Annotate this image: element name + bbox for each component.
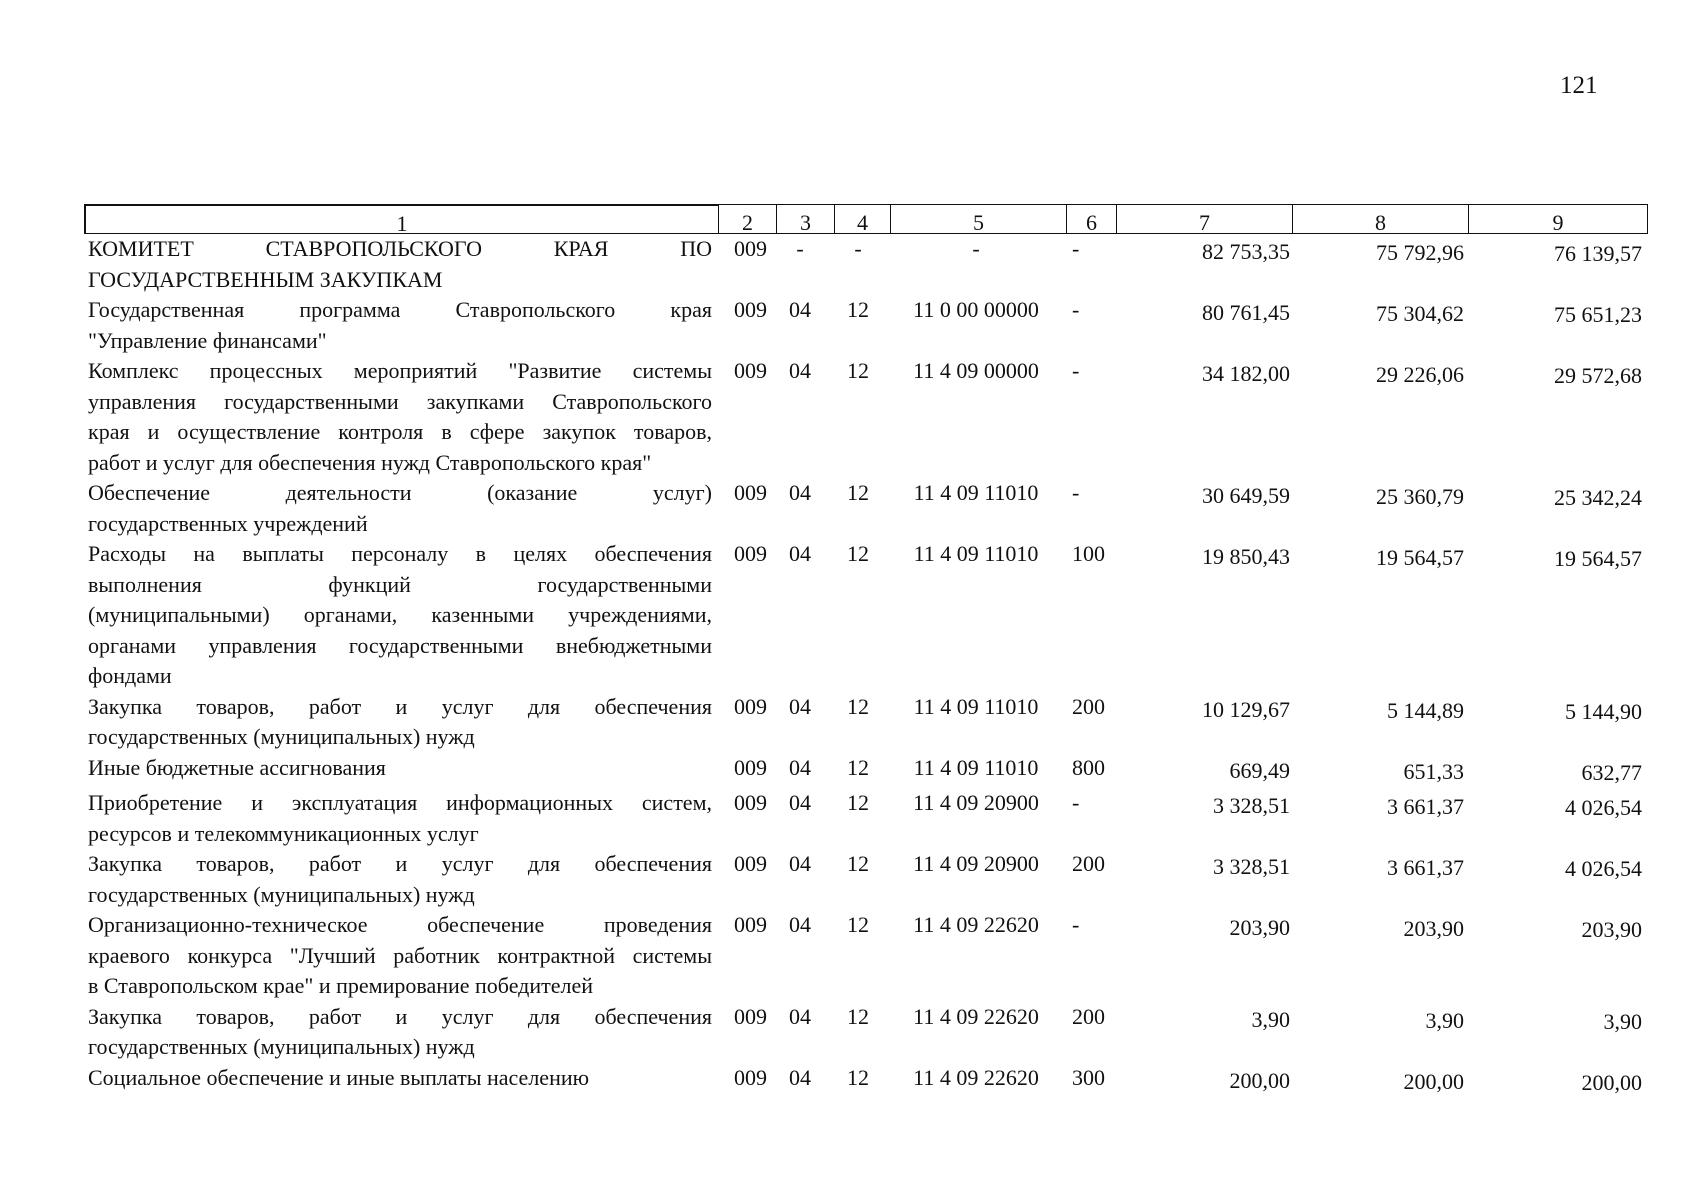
row-name (88, 910, 712, 1002)
header-col-1: 1 (84, 204, 718, 234)
cell-c5: 11 4 09 11010 (913, 541, 1039, 566)
cell-c6: 200 (1072, 693, 1105, 719)
cell-c6: 200 (1072, 1003, 1105, 1029)
cell-c2: 009 (734, 358, 767, 383)
cell-c2: 009 (734, 297, 767, 322)
cell-c2: 009 (734, 236, 767, 261)
row-name-line: государственных (муниципальных) нужд (88, 881, 475, 907)
table-row (88, 849, 1642, 910)
row-name-line: ГОСУДАРСТВЕННЫМ ЗАКУПКАМ (88, 266, 443, 292)
cell-c9: 25 342,24 (1554, 485, 1642, 510)
cell-c8: 3 661,37 (1387, 855, 1464, 880)
cell-c4: 12 (847, 912, 869, 937)
row-name-line: края и осуществление контроля в сфере закупок товаров, (88, 419, 712, 444)
cell-c4: 12 (847, 1003, 869, 1029)
cell-c2: 009 (734, 912, 767, 937)
cell-c5: 11 4 09 22620 (913, 1064, 1039, 1090)
table-row (88, 1002, 1642, 1063)
cell-c5: 11 4 09 11010 (913, 480, 1039, 505)
row-name-line: краевого конкурса "Лучший работник контрактной системы (88, 942, 712, 968)
row-name-line: работ и услуг для обеспечения нужд Ставропольского края" (88, 449, 652, 475)
row-name-line: Закупка товаров, работ и услуг для обеспечения (88, 851, 712, 876)
row-name-line: Иные бюджетные ассигнования (88, 754, 386, 780)
cell-c9: 632,77 (1581, 759, 1642, 785)
cell-c3: 04 (789, 541, 811, 566)
row-name (88, 234, 712, 295)
cell-c4: 12 (847, 790, 869, 815)
cell-c9: 203,90 (1581, 917, 1642, 942)
header-col-2: 2 (718, 204, 776, 234)
cell-c5: 11 0 00 00000 (913, 297, 1039, 322)
header-col-4: 4 (834, 204, 890, 234)
cell-c6: - (1072, 790, 1080, 815)
table-row (88, 788, 1642, 849)
cell-c2: 009 (734, 541, 767, 566)
cell-c9: 3,90 (1603, 1008, 1642, 1034)
cell-c3: 04 (789, 693, 811, 719)
row-name-line: органами управления государственными внебюджетными (88, 632, 712, 658)
row-name-line: Обеспечение деятельности (оказание услуг) (88, 480, 712, 505)
table-row (88, 692, 1642, 753)
cell-c4: 12 (847, 851, 869, 876)
cell-c6: 300 (1072, 1064, 1105, 1090)
cell-c6: - (1072, 358, 1080, 383)
row-name-line: Приобретение и эксплуатация информационных систем, (88, 790, 712, 815)
cell-c4: 12 (847, 754, 869, 780)
table-header (84, 204, 1648, 234)
cell-c7: 10 129,67 (1202, 696, 1290, 722)
cell-c4: 12 (847, 297, 869, 322)
row-name-line: Комплекс процессных мероприятий "Развитие системы (88, 358, 712, 383)
cell-c9: 4 026,54 (1565, 795, 1642, 820)
table-row (88, 478, 1642, 539)
cell-c3: 04 (789, 754, 811, 780)
cell-c9: 19 564,57 (1554, 546, 1642, 571)
cell-c8: 25 360,79 (1376, 484, 1464, 509)
row-name-line: Социальное обеспечение и иные выплаты населению (88, 1064, 590, 1090)
cell-c7: 3 328,51 (1213, 793, 1290, 818)
table-row (88, 910, 1642, 1002)
cell-c5: 11 4 09 00000 (913, 358, 1039, 383)
cell-c6: 200 (1072, 851, 1105, 876)
row-name-line: ресурсов и телекоммуникационных услуг (88, 820, 479, 846)
cell-c3: 04 (789, 1003, 811, 1029)
cell-c8: 75 304,62 (1376, 301, 1464, 326)
row-name-line: "Управление финансами" (88, 327, 327, 353)
cell-c3: 04 (789, 297, 811, 322)
row-name-line: Закупка товаров, работ и услуг для обеспечения (88, 693, 712, 719)
row-name-line: государственных учреждений (88, 510, 368, 536)
cell-c2: 009 (734, 790, 767, 815)
row-name-line: Государственная программа Ставропольского края (88, 297, 712, 322)
cell-c3: 04 (789, 912, 811, 937)
header-col-6: 6 (1066, 204, 1116, 234)
cell-c2: 009 (734, 1003, 767, 1029)
cell-c7: 3 328,51 (1213, 854, 1290, 879)
cell-c6: - (1072, 912, 1080, 937)
row-name-line: Закупка товаров, работ и услуг для обеспечения (88, 1003, 712, 1029)
cell-c6: - (1072, 480, 1080, 505)
cell-c5: 11 4 09 20900 (913, 851, 1039, 876)
row-name-line: Расходы на выплаты персоналу в целях обеспечения (88, 541, 712, 566)
cell-c7: 3,90 (1251, 1006, 1290, 1032)
cell-c6: 800 (1072, 754, 1105, 780)
cell-c7: 19 850,43 (1202, 544, 1290, 569)
cell-c8: 200,00 (1403, 1068, 1464, 1094)
row-name (88, 788, 712, 849)
cell-c4: - (854, 236, 862, 261)
table-row (88, 295, 1642, 356)
cell-c9: 5 144,90 (1565, 698, 1642, 724)
cell-c3: 04 (789, 1064, 811, 1090)
page-number: 121 (1560, 72, 1598, 99)
cell-c4: 12 (847, 480, 869, 505)
header-col-5: 5 (890, 204, 1066, 234)
cell-c7: 669,49 (1229, 757, 1290, 783)
table-row (88, 234, 1642, 295)
row-name-line: государственных (муниципальных) нужд (88, 1034, 475, 1059)
cell-c6: 100 (1072, 541, 1105, 566)
cell-c8: 75 792,96 (1376, 240, 1464, 265)
row-name (88, 478, 712, 539)
cell-c9: 200,00 (1581, 1069, 1642, 1095)
header-col-3: 3 (776, 204, 834, 234)
row-name-line: управления государственными закупками Ставропольского (88, 388, 712, 414)
row-name (88, 1002, 712, 1063)
row-name (88, 356, 712, 478)
cell-c2: 009 (734, 754, 767, 780)
cell-c9: 4 026,54 (1565, 856, 1642, 881)
cell-c4: 12 (847, 693, 869, 719)
row-name-line: КОМИТЕТ СТАВРОПОЛЬСКОГО КРАЯ ПО (88, 236, 712, 261)
cell-c8: 5 144,89 (1387, 697, 1464, 723)
table-row (88, 753, 1642, 789)
row-name (88, 295, 712, 356)
cell-c8: 203,90 (1403, 916, 1464, 941)
table-row (88, 539, 1642, 692)
cell-c5: 11 4 09 20900 (913, 790, 1039, 815)
table-body (88, 234, 1642, 1098)
cell-c5: - (972, 236, 980, 261)
row-name (88, 539, 712, 692)
cell-c3: 04 (789, 790, 811, 815)
cell-c2: 009 (734, 693, 767, 719)
table-row (88, 1063, 1642, 1099)
cell-c5: 11 4 09 11010 (913, 693, 1039, 719)
row-name (88, 849, 712, 910)
header-col-9: 9 (1468, 204, 1648, 234)
cell-c5: 11 4 09 22620 (913, 1003, 1039, 1029)
cell-c7: 30 649,59 (1202, 483, 1290, 508)
cell-c8: 3,90 (1425, 1007, 1464, 1033)
cell-c3: 04 (789, 851, 811, 876)
row-name (88, 1063, 712, 1099)
header-col-7: 7 (1116, 204, 1292, 234)
cell-c4: 12 (847, 358, 869, 383)
cell-c7: 200,00 (1229, 1067, 1290, 1093)
cell-c7: 34 182,00 (1202, 361, 1290, 386)
cell-c8: 29 226,06 (1376, 362, 1464, 387)
cell-c8: 19 564,57 (1376, 545, 1464, 570)
cell-c4: 12 (847, 541, 869, 566)
row-name-line: государственных (муниципальных) нужд (88, 724, 475, 749)
cell-c5: 11 4 09 11010 (913, 754, 1039, 780)
cell-c6: - (1072, 297, 1080, 322)
cell-c8: 3 661,37 (1387, 794, 1464, 819)
row-name-line: фондами (88, 663, 172, 688)
row-name (88, 753, 712, 789)
cell-c4: 12 (847, 1064, 869, 1090)
cell-c7: 203,90 (1229, 915, 1290, 940)
cell-c3: 04 (789, 358, 811, 383)
cell-c9: 75 651,23 (1554, 302, 1642, 327)
cell-c5: 11 4 09 22620 (913, 912, 1039, 937)
cell-c8: 651,33 (1403, 758, 1464, 784)
cell-c6: - (1072, 236, 1080, 261)
header-col-8: 8 (1292, 204, 1468, 234)
row-name-line: (муниципальными) органами, казенными учреждениями, (88, 602, 712, 627)
table-row (88, 356, 1642, 478)
cell-c9: 29 572,68 (1554, 363, 1642, 388)
cell-c3: 04 (789, 480, 811, 505)
cell-c7: 80 761,45 (1202, 300, 1290, 325)
row-name (88, 692, 712, 753)
row-name-line: выполнения функций государственными (88, 571, 712, 597)
row-name-line: в Ставропольском крае" и премирование победителей (88, 973, 594, 998)
cell-c2: 009 (734, 851, 767, 876)
cell-c2: 009 (734, 1064, 767, 1090)
cell-c2: 009 (734, 480, 767, 505)
row-name-line: Организационно-техническое обеспечение проведения (88, 912, 712, 937)
cell-c9: 76 139,57 (1554, 241, 1642, 266)
cell-c3: - (796, 236, 804, 261)
cell-c7: 82 753,35 (1202, 239, 1290, 264)
